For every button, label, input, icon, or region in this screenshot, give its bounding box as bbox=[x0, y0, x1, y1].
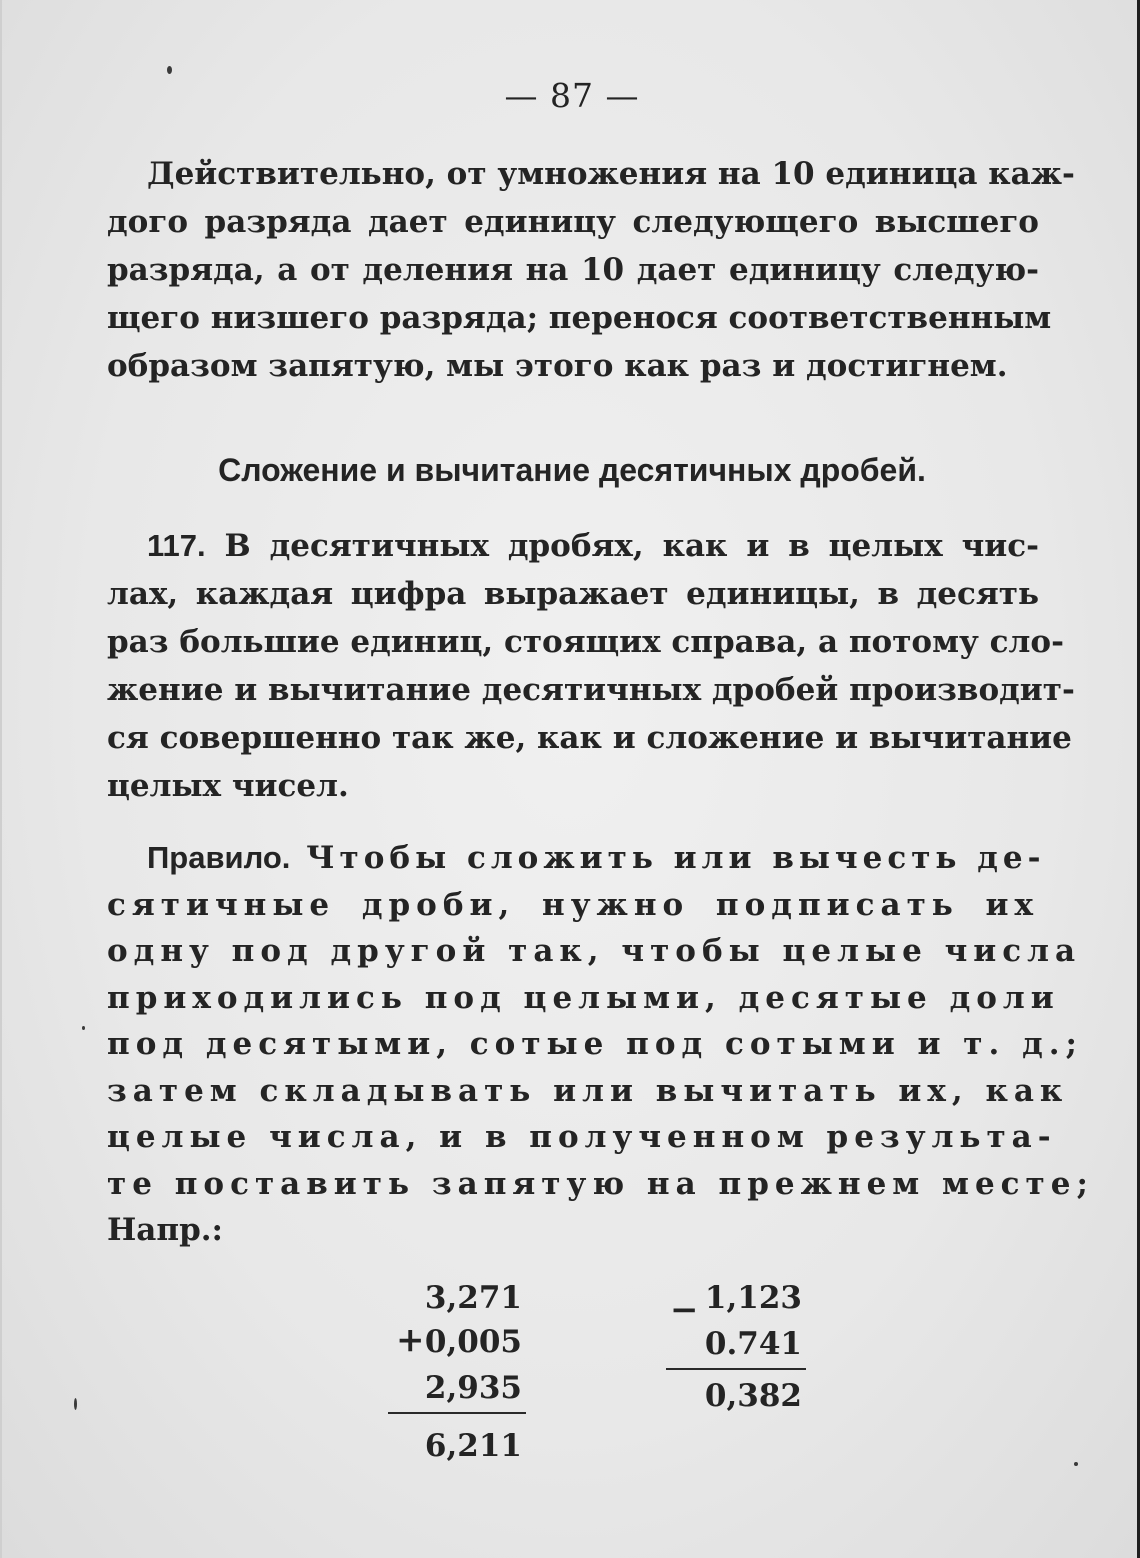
text-line: лах, каждая цифра выражает единицы, в десять bbox=[107, 576, 1039, 612]
rule-paragraph bbox=[107, 835, 1094, 1254]
text-fragment: Чтобы сложить или вычесть де- bbox=[306, 840, 1046, 876]
text-line: приходились под целыми, десятые доли bbox=[107, 979, 1060, 1016]
difference-line bbox=[666, 1368, 806, 1370]
print-speck bbox=[74, 1398, 77, 1410]
paragraph-number: 117. bbox=[147, 528, 206, 563]
plus-sign: + bbox=[396, 1320, 425, 1360]
print-speck bbox=[82, 1026, 85, 1030]
addend: 0,005 bbox=[424, 1324, 522, 1360]
text-fragment: В десятичных дробях, как и в целых чис- bbox=[224, 528, 1040, 564]
text-line: сятичные дроби, нужно подписать их bbox=[107, 886, 1039, 923]
minus-sign: − bbox=[670, 1290, 699, 1330]
text-line: затем складывать или вычитать их, как bbox=[107, 1072, 1069, 1109]
text-line: жение и вычитание десятичных дробей производит- bbox=[107, 672, 1075, 708]
print-speck bbox=[1074, 1462, 1078, 1466]
addend: 3,271 bbox=[424, 1280, 522, 1316]
text-line: разряда, а от деления на 10 дает единицу следую- bbox=[107, 252, 1039, 288]
text-line: под десятыми, сотые под сотыми и т. д.; bbox=[107, 1026, 1083, 1062]
text-line bbox=[107, 835, 1046, 882]
sum-result: 6,211 bbox=[424, 1428, 522, 1464]
text-line: дого разряда дает единицу следующего высшего bbox=[107, 204, 1039, 240]
text-line: Напр.: bbox=[107, 1212, 223, 1248]
intro-paragraph bbox=[107, 150, 1075, 390]
text-line: ся совершенно так же, как и сложение и вычитание bbox=[107, 720, 1072, 756]
text-line: те поставить запятую на прежнем месте; bbox=[107, 1165, 1094, 1202]
subtrahend: 0.741 bbox=[704, 1326, 802, 1362]
text-line bbox=[107, 522, 1039, 570]
page-number: — 87 — bbox=[504, 76, 640, 115]
text-line: щего низшего разряда; перенося соответственным bbox=[107, 300, 1052, 336]
rule-label: Правило. bbox=[147, 840, 291, 875]
text-line: Действительно, от умножения на 10 единица каж- bbox=[147, 156, 1075, 192]
addend: 2,935 bbox=[424, 1370, 522, 1406]
minuend: 1,123 bbox=[704, 1280, 802, 1316]
section-heading: Сложение и вычитание десятичных дробей. bbox=[218, 452, 926, 488]
text-line: образом запятую, мы этого как раз и достигнем. bbox=[107, 348, 1008, 384]
text-line: раз большие единиц, стоящих справа, а потому сло- bbox=[107, 624, 1064, 660]
text-line: целые числа, и в полученном результа- bbox=[107, 1119, 1057, 1155]
sum-line bbox=[388, 1412, 526, 1414]
text-line: одну под другой так, чтобы целые числа bbox=[107, 933, 1082, 969]
print-speck bbox=[167, 66, 172, 74]
text-line: целых чисел. bbox=[107, 768, 349, 804]
paragraph-117 bbox=[107, 522, 1075, 810]
difference-result: 0,382 bbox=[704, 1378, 802, 1414]
